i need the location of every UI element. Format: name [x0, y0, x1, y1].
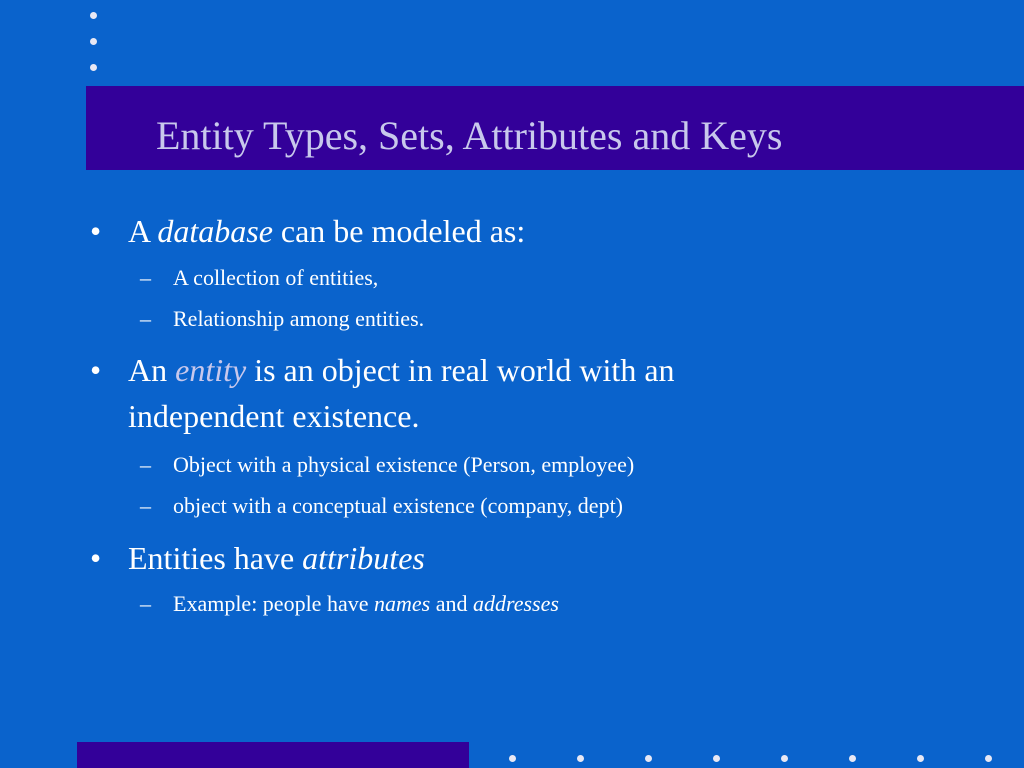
bullet-text-line2: independent existence. — [128, 398, 420, 434]
emphasis-database: database — [157, 213, 273, 249]
decorative-dot — [781, 755, 788, 762]
decorative-dot — [917, 755, 924, 762]
decorative-dot — [90, 38, 97, 45]
emphasis-names: names — [373, 591, 431, 616]
footer-bar — [77, 742, 469, 768]
bullet-marker: • — [90, 352, 102, 388]
dash-marker: – — [140, 591, 151, 616]
text-run: can be modeled as: — [272, 213, 526, 249]
dash-marker: – — [140, 265, 151, 290]
emphasis-addresses: addresses — [472, 591, 559, 616]
decorative-dot — [645, 755, 652, 762]
sub-bullet-text — [173, 589, 559, 619]
sub-bullet-text: Object with a physical existence (Person, employee) — [173, 452, 635, 477]
title-bar — [86, 86, 1024, 170]
slide-title: Entity Types, Sets, Attributes and Keys — [156, 113, 783, 158]
bullet-text — [128, 348, 675, 392]
sub-bullet-text: A collection of entities, — [173, 265, 379, 290]
bullet-text — [128, 536, 425, 580]
text-run: Example: people have — [173, 591, 374, 616]
dash-marker: – — [140, 452, 151, 477]
text-run: and — [430, 591, 473, 616]
bullet-marker: • — [90, 213, 102, 249]
bullet-marker: • — [90, 540, 102, 576]
text-run: is an object in real world with an — [246, 352, 675, 388]
text-run: A — [128, 213, 158, 249]
decorative-dot — [985, 755, 992, 762]
emphasis-attributes: attributes — [302, 540, 425, 576]
sub-bullet-text: object with a conceptual existence (company, dept) — [173, 493, 624, 518]
dash-marker: – — [140, 306, 151, 331]
decorative-dot — [509, 755, 516, 762]
decorative-dot — [90, 64, 97, 71]
decorative-dot — [849, 755, 856, 762]
sub-bullet-text: Relationship among entities. — [173, 306, 425, 331]
decorative-dot — [90, 12, 97, 19]
text-run: Entities have — [128, 540, 303, 576]
emphasis-entity: entity — [175, 352, 247, 388]
decorative-dot — [577, 755, 584, 762]
bullet-text — [128, 209, 525, 253]
dash-marker: – — [140, 493, 151, 518]
decorative-dot — [713, 755, 720, 762]
text-run: An — [128, 352, 176, 388]
